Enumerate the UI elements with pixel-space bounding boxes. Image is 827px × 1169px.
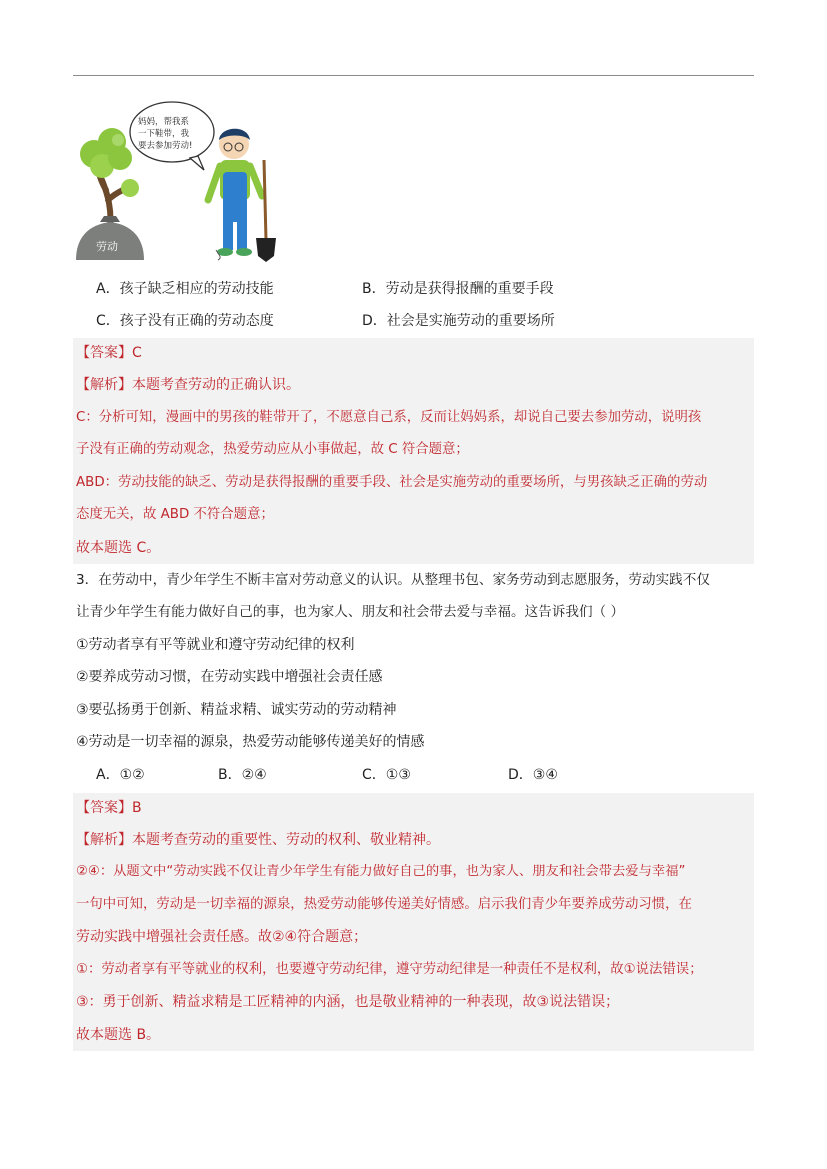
q3-analysis-line: ①：劳动者享有平等就业的权利，也要遵守劳动纪律，遵守劳动纪律是一种责任不是权利，故①说法错误； xyxy=(76,962,703,977)
q3-option-b: B．②④ xyxy=(218,767,267,783)
cartoon-illustration xyxy=(72,100,282,265)
answer-value: B xyxy=(132,800,142,816)
q3-answer xyxy=(76,798,142,818)
q3-stem-line: 3．在劳动中，青少年学生不断丰富对劳动意义的认识。从整理书包、家务劳动到志愿服务，劳动实践不仅 xyxy=(76,572,710,588)
q2-analysis-line: C：分析可知，漫画中的男孩的鞋带开了，不愿意自己系，反而让妈妈系，却说自己要去参加劳动，说明孩 xyxy=(76,410,702,425)
q3-analysis-line: 故本题选 B。 xyxy=(76,1027,161,1043)
q3-analysis-line: ②④：从题文中“劳动实践不仅让青少年学生有能力做好自己的事，也为家人、朋友和社会带去爱与幸福” xyxy=(76,864,686,879)
q2-analysis-line: 态度无关，故 ABD 不符合题意； xyxy=(76,507,274,522)
boy-icon xyxy=(208,129,262,260)
bag-label: 劳动 xyxy=(96,240,118,253)
header-rule xyxy=(73,75,754,76)
answer-tag: 【答案】 xyxy=(76,345,132,361)
shovel-icon xyxy=(256,160,276,262)
q3-option-d: D．③④ xyxy=(508,767,558,783)
q2-analysis-line: 故本题选 C。 xyxy=(76,540,161,556)
speech-line-2: 一下鞋带，我 xyxy=(138,129,190,139)
q2-option-c: C．孩子没有正确的劳动态度 xyxy=(96,313,274,329)
tree-icon xyxy=(80,128,139,230)
analysis-tag: 【解析】 xyxy=(76,832,132,848)
q3-statement: ②要养成劳动习惯，在劳动实践中增强社会责任感 xyxy=(76,669,383,685)
q3-statement: ①劳动者享有平等就业和遵守劳动纪律的权利 xyxy=(76,637,355,653)
speech-bubble-icon xyxy=(130,102,214,170)
q3-statement: ③要弘扬勇于创新、精益求精、诚实劳动的劳动精神 xyxy=(76,702,397,718)
speech-line-1: 妈妈，帮我系 xyxy=(138,117,190,127)
bag-icon xyxy=(76,216,144,260)
q3-stem-line: 让青少年学生有能力做好自己的事，也为家人、朋友和社会带去爱与幸福。这告诉我们（ ） xyxy=(76,604,625,620)
q2-analysis-line: ABD：劳动技能的缺乏、劳动是获得报酬的重要手段、社会是实施劳动的重要场所，与男孩缺乏正确的劳动 xyxy=(76,475,708,490)
q3-analysis-line: 劳动实践中增强社会责任感。故②④符合题意； xyxy=(76,929,368,945)
q3-statement: ④劳动是一切幸福的源泉，热爱劳动能够传递美好的情感 xyxy=(76,734,425,750)
q2-option-d: D．社会是实施劳动的重要场所 xyxy=(362,313,555,329)
q2-option-a: A．孩子缺乏相应的劳动技能 xyxy=(96,281,274,297)
q2-analysis-line: 子没有正确的劳动观念，热爱劳动应从小事做起，故 C 符合题意； xyxy=(76,442,469,457)
q3-option-a: A．①② xyxy=(96,767,145,783)
q2-analysis-intro xyxy=(76,375,300,395)
analysis-tag: 【解析】 xyxy=(76,377,132,393)
q3-option-c: C．①③ xyxy=(362,767,411,783)
q2-answer xyxy=(76,343,142,363)
answer-value: C xyxy=(132,345,142,361)
answer-tag: 【答案】 xyxy=(76,800,132,816)
q3-analysis-intro xyxy=(76,830,440,850)
q3-analysis-line: ③：勇于创新、精益求精是工匠精神的内涵，也是敬业精神的一种表现，故③说法错误； xyxy=(76,994,620,1010)
q2-option-b: B．劳动是获得报酬的重要手段 xyxy=(362,281,554,297)
analysis-intro: 本题考查劳动的正确认识。 xyxy=(132,377,300,393)
speech-line-3: 要去参加劳动! xyxy=(138,141,193,151)
q3-analysis-line: 一句中可知，劳动是一切幸福的源泉，热爱劳动能够传递美好情感。启示我们青少年要养成劳动习惯，在 xyxy=(76,897,692,912)
analysis-intro: 本题考查劳动的重要性、劳动的权利、敬业精神。 xyxy=(132,832,440,848)
